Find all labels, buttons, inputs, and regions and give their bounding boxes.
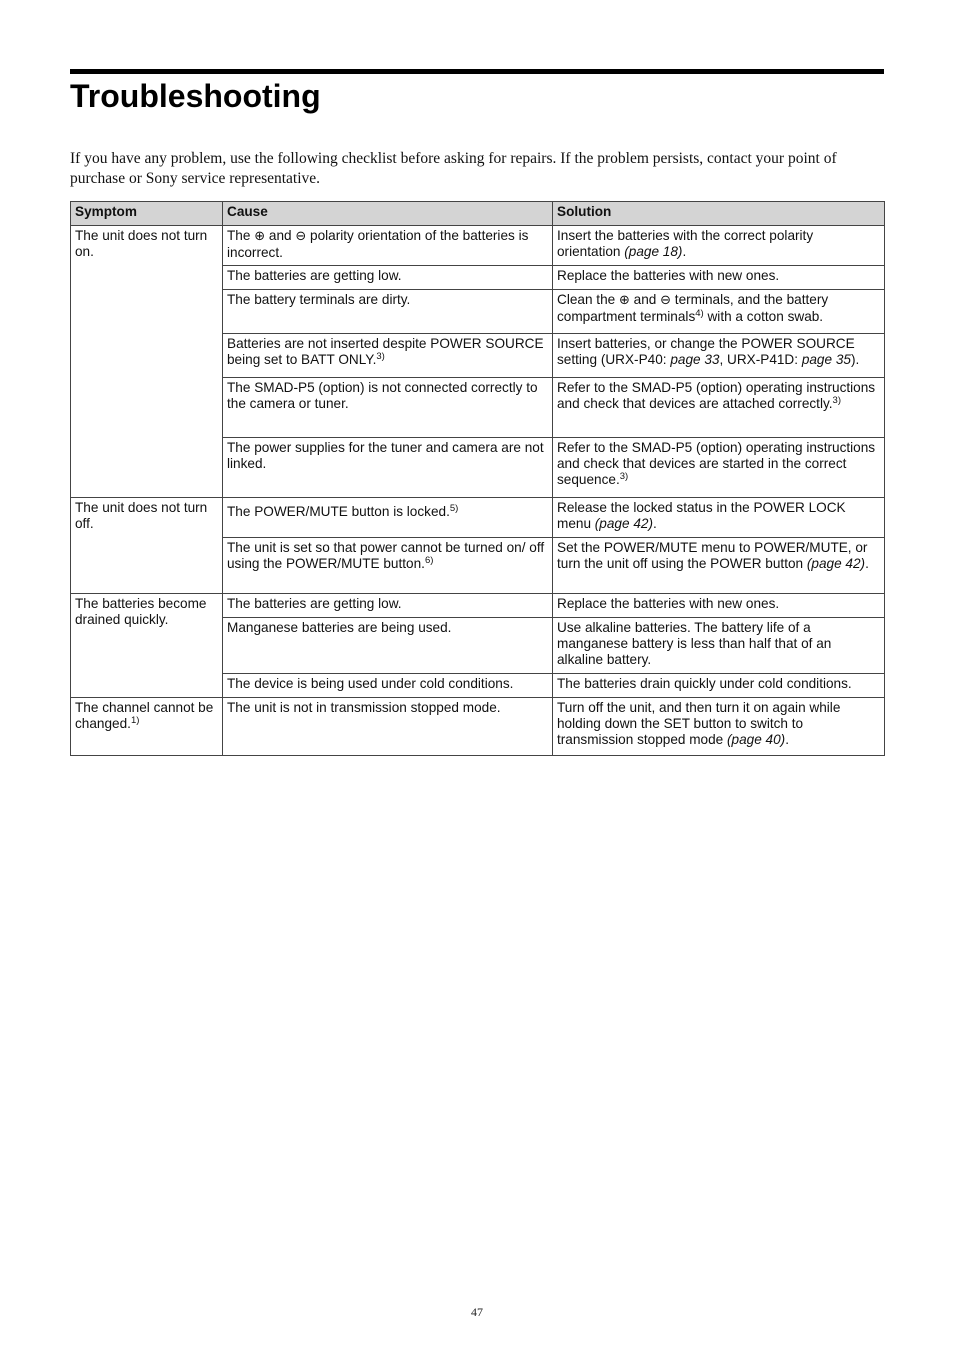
solution-cell: Set the POWER/MUTE menu to POWER/MUTE, or turn the unit off using the POWER button (page 42). bbox=[553, 538, 885, 594]
solution-cell: Refer to the SMAD-P5 (option) operating instructions and check that devices are started in the correct sequence.$^{3)}$ bbox=[553, 438, 885, 498]
troubleshooting-table bbox=[70, 201, 885, 756]
plus-polarity-icon: ⊕ bbox=[254, 229, 266, 244]
solution-cell: Replace the batteries with new ones. bbox=[553, 594, 885, 618]
footnote-marker: 3) bbox=[619, 471, 629, 482]
footnote-marker: 6) bbox=[424, 555, 434, 566]
symptom-cell: The unit does not turn off. bbox=[71, 498, 223, 594]
page-reference: (page 18) bbox=[624, 244, 683, 259]
cause-cell: The device is being used under cold conditions. bbox=[223, 674, 553, 698]
solution-cell: Use alkaline batteries. The battery life of a manganese battery is less than half that of an alkaline battery. bbox=[553, 618, 885, 674]
page-reference: (page 40) bbox=[727, 732, 786, 747]
page-title: Troubleshooting bbox=[70, 78, 321, 114]
header-solution: Solution bbox=[553, 202, 885, 226]
cause-cell: The unit is set so that power cannot be turned on/ off using the POWER/MUTE button.$^{6)}$ bbox=[223, 538, 553, 594]
table-header-row bbox=[71, 202, 885, 226]
solution-cell: Turn off the unit, and then turn it on again while holding down the SET button to switch to transmission stopped mode (page 40). bbox=[553, 698, 885, 756]
minus-polarity-icon: ⊖ bbox=[295, 229, 307, 244]
solution-cell: Clean the ⊕ and ⊖ terminals, and the battery compartment terminals$^{4)}$ with a cotton swab. bbox=[553, 290, 885, 334]
plus-polarity-icon: ⊕ bbox=[618, 293, 630, 308]
cause-cell: The SMAD-P5 (option) is not connected correctly to the camera or tuner. bbox=[223, 378, 553, 438]
table-row bbox=[71, 498, 885, 538]
symptom-cell: The channel cannot be changed.$^{1)}$ bbox=[71, 698, 223, 756]
symptom-cell: The batteries become drained quickly. bbox=[71, 594, 223, 698]
solution-cell: Insert batteries, or change the POWER SOURCE setting (URX-P40: page 33, URX-P41D: page 35). bbox=[553, 334, 885, 378]
footnote-marker: 3) bbox=[832, 395, 841, 406]
cause-cell: Manganese batteries are being used. bbox=[223, 618, 553, 674]
intro-paragraph: If you have any problem, use the following checklist before asking for repairs. If the problem persists, contact your point of purchase or Sony service representative. bbox=[70, 150, 837, 187]
cause-cell: The batteries are getting low. bbox=[223, 594, 553, 618]
footnote-marker: 5) bbox=[449, 503, 459, 514]
table-row bbox=[71, 226, 885, 266]
cause-cell: The power supplies for the tuner and camera are not linked. bbox=[223, 438, 553, 498]
cause-cell: Batteries are not inserted despite POWER SOURCE being set to BATT ONLY.$^{3)}$ bbox=[223, 334, 553, 378]
cause-cell: The battery terminals are dirty. bbox=[223, 290, 553, 334]
page-reference: (page 42) bbox=[594, 516, 653, 531]
footnote-marker: 4) bbox=[695, 308, 704, 319]
cause-cell: The ⊕ and ⊖ polarity orientation of the batteries is incorrect. bbox=[223, 226, 553, 266]
minus-polarity-icon: ⊖ bbox=[660, 293, 672, 308]
solution-cell: The batteries drain quickly under cold conditions. bbox=[553, 674, 885, 698]
table-row bbox=[71, 698, 885, 756]
solution-cell: Refer to the SMAD-P5 (option) operating instructions and check that devices are attached correctly.$^{3)}$ bbox=[553, 378, 885, 438]
page-number: 47 bbox=[471, 1305, 483, 1319]
cause-cell: The unit is not in transmission stopped mode. bbox=[223, 698, 553, 756]
solution-cell: Release the locked status in the POWER LOCK menu (page 42). bbox=[553, 498, 885, 538]
symptom-cell: The unit does not turn on. bbox=[71, 226, 223, 498]
cause-cell: The POWER/MUTE button is locked.$^{5)}$ bbox=[223, 498, 553, 538]
solution-cell: Replace the batteries with new ones. bbox=[553, 266, 885, 290]
footnote-marker: 3) bbox=[376, 351, 385, 362]
title-rule bbox=[70, 69, 884, 74]
page-reference: page 35 bbox=[801, 352, 851, 367]
header-cause: Cause bbox=[223, 202, 553, 226]
solution-cell: Insert the batteries with the correct polarity orientation (page 18). bbox=[553, 226, 885, 266]
header-symptom: Symptom bbox=[71, 202, 223, 226]
page-reference: page 33 bbox=[670, 352, 720, 367]
cause-cell: The batteries are getting low. bbox=[223, 266, 553, 290]
footnote-marker: 1) bbox=[130, 715, 140, 726]
page-reference: (page 42) bbox=[806, 556, 866, 571]
table-row bbox=[71, 594, 885, 618]
